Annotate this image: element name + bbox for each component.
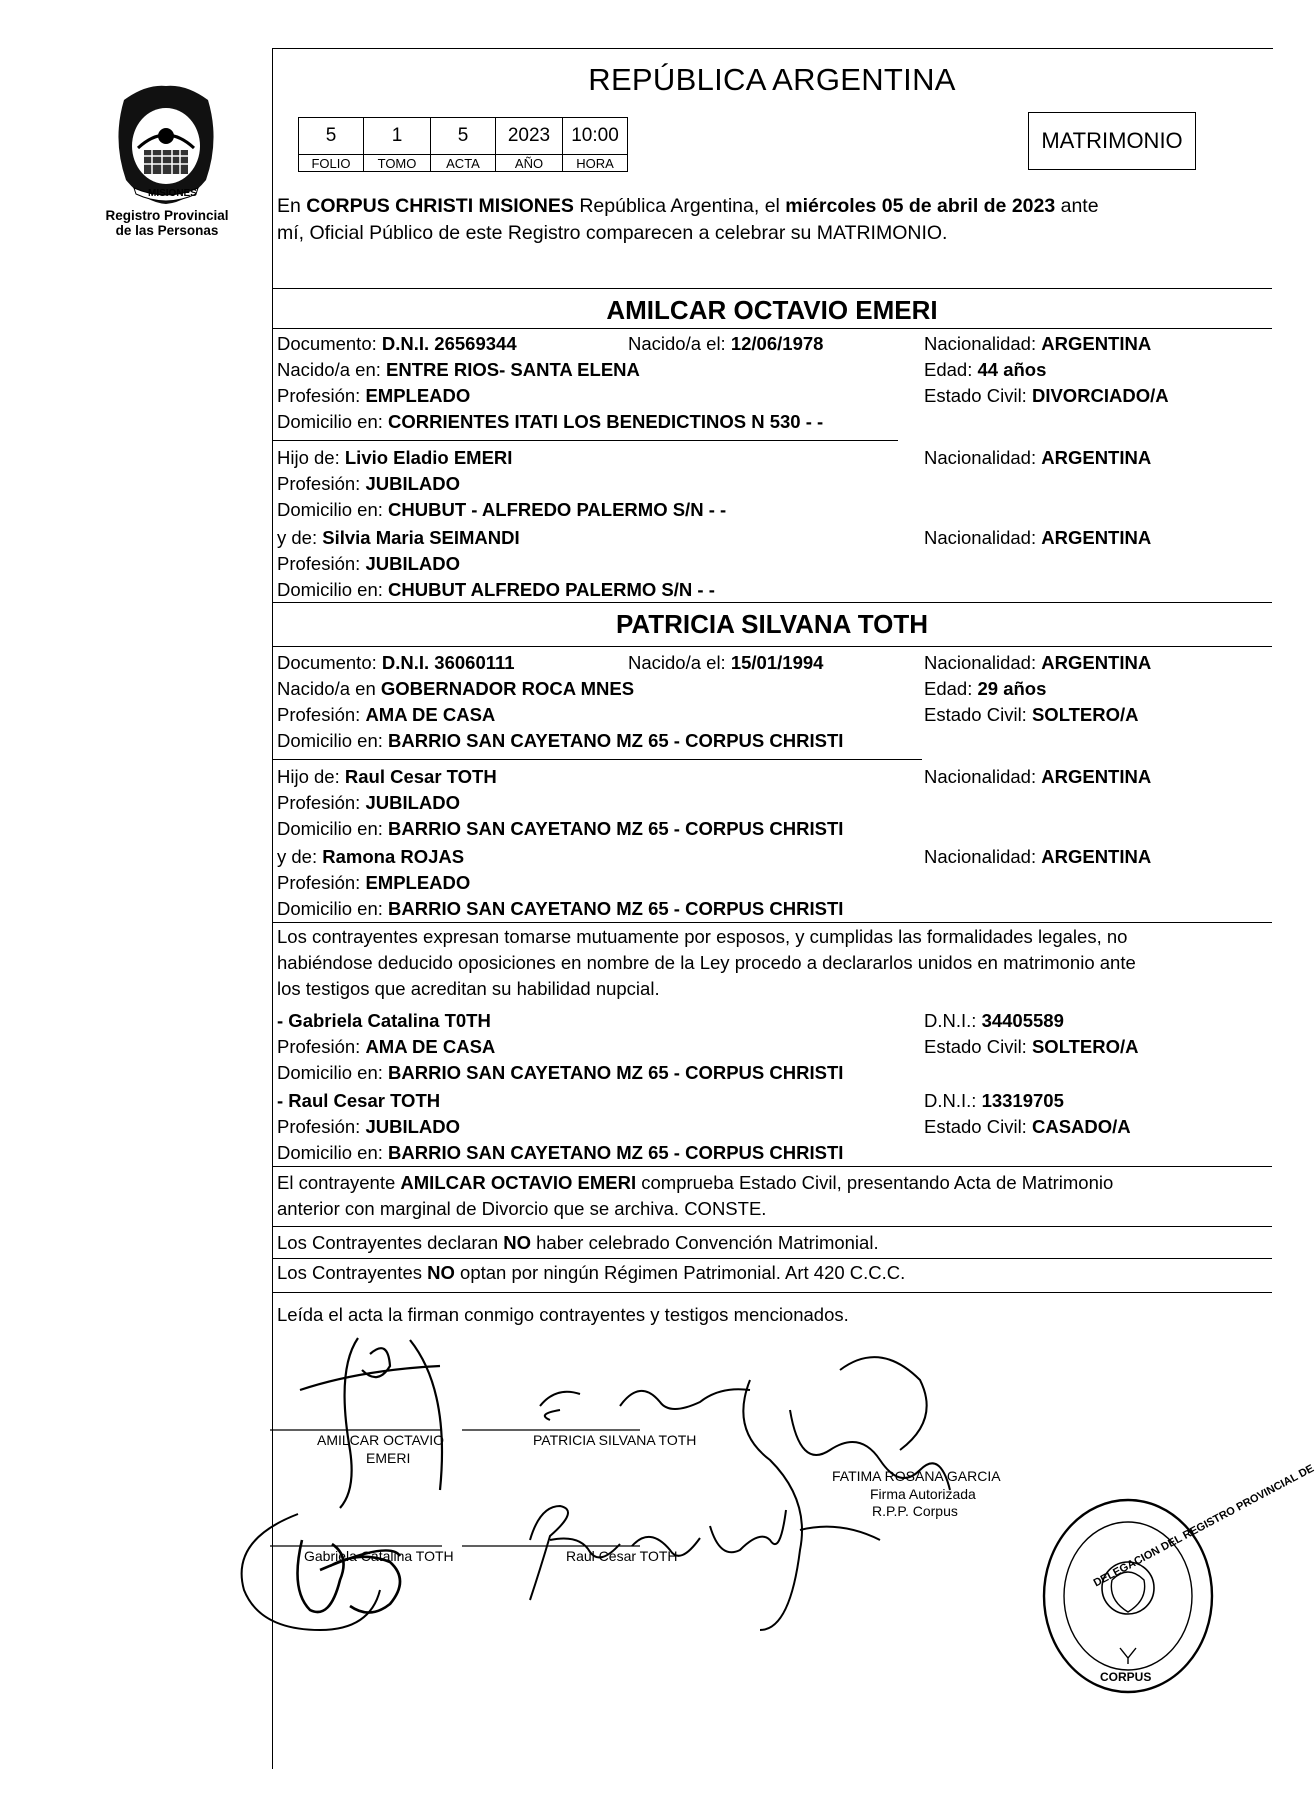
hora-value: 10:00 bbox=[563, 118, 628, 155]
stamp-bottom-text: CORPUS bbox=[1100, 1670, 1152, 1684]
bride-signature-label: PATRICIA SILVANA TOTH bbox=[533, 1432, 697, 1448]
regime-note: Los Contrayentes NO optan por ningún Régimen Patrimonial. Art 420 C.C.C. bbox=[277, 1262, 906, 1283]
witness1-signature-label: Gabriela Catalina TOTH bbox=[304, 1548, 454, 1564]
signatures-ink bbox=[240, 1330, 1270, 1750]
stamp-ring-text: DELEGACION DEL REGISTRO PROVINCIAL DE bbox=[1091, 1462, 1316, 1590]
witness-2-dni: D.N.I.: 13319705 bbox=[924, 1090, 1064, 1111]
bride-father-profession: Profesión: JUBILADO bbox=[277, 792, 460, 813]
anio-label: AÑO bbox=[496, 155, 563, 172]
witness-2-civil-status: Estado Civil: CASADO/A bbox=[924, 1116, 1131, 1137]
bride-father-nationality: Nacionalidad: ARGENTINA bbox=[924, 766, 1152, 787]
tomo-value: 1 bbox=[364, 118, 431, 155]
witness-2-name: - Raul Cesar TOTH bbox=[277, 1090, 441, 1111]
bride-father: Hijo de: Raul Cesar TOTH bbox=[277, 766, 497, 787]
witness-1-civil-status: Estado Civil: SOLTERO/A bbox=[924, 1036, 1139, 1057]
bride-civil-status: Estado Civil: SOLTERO/A bbox=[924, 704, 1139, 725]
groom-civil-status: Estado Civil: DIVORCIADO/A bbox=[924, 385, 1169, 406]
groom-signature bbox=[300, 1338, 445, 1508]
svg-text:MISIONES: MISIONES bbox=[148, 188, 197, 199]
witness-1-name: - Gabriela Catalina T0TH bbox=[277, 1010, 491, 1031]
official-signature-role: Firma Autorizada bbox=[870, 1486, 976, 1502]
acta-value: 5 bbox=[431, 118, 496, 155]
official-signature-office: R.P.P. Corpus bbox=[872, 1503, 958, 1519]
folio-table bbox=[298, 117, 628, 172]
intro-line-1: En CORPUS CHRISTI MISIONES República Argentina, el miércoles 05 de abril de 2023 ante bbox=[277, 195, 1099, 217]
bride-document: Documento: D.N.I. 36060111 bbox=[277, 652, 515, 673]
witness-2-profession: Profesión: JUBILADO bbox=[277, 1116, 460, 1137]
witness-2-address: Domicilio en: BARRIO SAN CAYETANO MZ 65 - CORPUS CHRISTI bbox=[277, 1142, 844, 1163]
groom-mother-address: Domicilio en: CHUBUT ALFREDO PALERMO S/N - - bbox=[277, 579, 715, 600]
bride-profession: Profesión: AMA DE CASA bbox=[277, 704, 496, 725]
convention-note: Los Contrayentes declaran NO haber celebrado Convención Matrimonial. bbox=[277, 1232, 879, 1253]
groom-signature-label-2: EMERI bbox=[366, 1450, 411, 1466]
misiones-coat-of-arms-icon bbox=[104, 80, 228, 206]
witness1-signature-loop bbox=[242, 1514, 380, 1630]
declaration-line-2: habiéndose deducido oposiciones en nombre de la Ley procedo a declararlos unidos en matrimonio ante bbox=[277, 952, 1136, 973]
groom-document: Documento: D.N.I. 26569344 bbox=[277, 333, 517, 354]
groom-name: AMILCAR OCTAVIO EMERI bbox=[606, 295, 938, 325]
groom-father-address: Domicilio en: CHUBUT - ALFREDO PALERMO S/N - - bbox=[277, 499, 727, 520]
groom-birthplace: Nacido/a en: ENTRE RIOS- SANTA ELENA bbox=[277, 359, 640, 380]
reading-note: Leída el acta la firman conmigo contrayentes y testigos mencionados. bbox=[277, 1304, 849, 1325]
bride-signature-stroke bbox=[540, 1389, 750, 1420]
witness-1-profession: Profesión: AMA DE CASA bbox=[277, 1036, 496, 1057]
bride-name: PATRICIA SILVANA TOTH bbox=[616, 609, 928, 639]
bride-mother-profession: Profesión: EMPLEADO bbox=[277, 872, 471, 893]
groom-birth-date: Nacido/a el: 12/06/1978 bbox=[628, 333, 824, 354]
bride-mother: y de: Ramona ROJAS bbox=[277, 846, 465, 867]
tomo-label: TOMO bbox=[364, 155, 431, 172]
acta-label: ACTA bbox=[431, 155, 496, 172]
bride-age: Edad: 29 años bbox=[924, 678, 1047, 699]
bride-nationality: Nacionalidad: ARGENTINA bbox=[924, 652, 1152, 673]
groom-age: Edad: 44 años bbox=[924, 359, 1047, 380]
groom-address: Domicilio en: CORRIENTES ITATI LOS BENEDICTINOS N 530 - - bbox=[277, 411, 824, 432]
groom-mother-nationality: Nacionalidad: ARGENTINA bbox=[924, 527, 1152, 548]
ceremony-date: miércoles 05 de abril de 2023 bbox=[785, 195, 1056, 217]
groom-signature-label-1: AMILCAR OCTAVIO bbox=[317, 1432, 445, 1448]
witness-1-address: Domicilio en: BARRIO SAN CAYETANO MZ 65 - CORPUS CHRISTI bbox=[277, 1062, 844, 1083]
bride-birth-date: Nacido/a el: 15/01/1994 bbox=[628, 652, 824, 673]
bride-mother-nationality: Nacionalidad: ARGENTINA bbox=[924, 846, 1152, 867]
stamp-crest-detail bbox=[1111, 1572, 1144, 1664]
folio-label: FOLIO bbox=[299, 155, 364, 172]
official-signature-name: FATIMA ROSANA GARCIA bbox=[832, 1468, 1001, 1484]
groom-father-profession: Profesión: JUBILADO bbox=[277, 473, 460, 494]
anio-value: 2023 bbox=[496, 118, 563, 155]
intro-line-2: mí, Oficial Público de este Registro comparecen a celebrar su MATRIMONIO. bbox=[277, 222, 948, 244]
witness-1-dni: D.N.I.: 34405589 bbox=[924, 1010, 1064, 1031]
folio-value: 5 bbox=[299, 118, 364, 155]
bride-mother-address: Domicilio en: BARRIO SAN CAYETANO MZ 65 - CORPUS CHRISTI bbox=[277, 898, 844, 919]
civil-status-note-line-1: El contrayente AMILCAR OCTAVIO EMERI comprueba Estado Civil, presentando Acta de Matrimonio bbox=[277, 1172, 1114, 1193]
registry-logo bbox=[92, 80, 242, 238]
hora-label: HORA bbox=[563, 155, 628, 172]
groom-mother: y de: Silvia Maria SEIMANDI bbox=[277, 527, 520, 548]
groom-nationality: Nacionalidad: ARGENTINA bbox=[924, 333, 1152, 354]
page-title: REPÚBLICA ARGENTINA bbox=[588, 62, 956, 97]
groom-profession: Profesión: EMPLEADO bbox=[277, 385, 471, 406]
ceremony-place: CORPUS CHRISTI MISIONES bbox=[306, 195, 574, 217]
bride-father-address: Domicilio en: BARRIO SAN CAYETANO MZ 65 - CORPUS CHRISTI bbox=[277, 818, 844, 839]
groom-father: Hijo de: Livio Eladio EMERI bbox=[277, 447, 513, 468]
groom-father-nationality: Nacionalidad: ARGENTINA bbox=[924, 447, 1152, 468]
record-type-box: MATRIMONIO bbox=[1028, 112, 1196, 170]
groom-mother-profession: Profesión: JUBILADO bbox=[277, 553, 460, 574]
declaration-line-3: los testigos que acreditan su habilidad nupcial. bbox=[277, 978, 660, 999]
witness2-signature-label: Raul Cesar TOTH bbox=[566, 1548, 678, 1564]
bride-address: Domicilio en: BARRIO SAN CAYETANO MZ 65 - CORPUS CHRISTI bbox=[277, 730, 844, 751]
civil-status-note-line-2: anterior con marginal de Divorcio que se archiva. CONSTE. bbox=[277, 1198, 767, 1219]
declaration-line-1: Los contrayentes expresan tomarse mutuamente por esposos, y cumplidas las formalidades legales, no bbox=[277, 926, 1128, 947]
registry-name: Registro Provincial de las Personas bbox=[105, 208, 229, 238]
bride-birthplace: Nacido/a en GOBERNADOR ROCA MNES bbox=[277, 678, 635, 699]
